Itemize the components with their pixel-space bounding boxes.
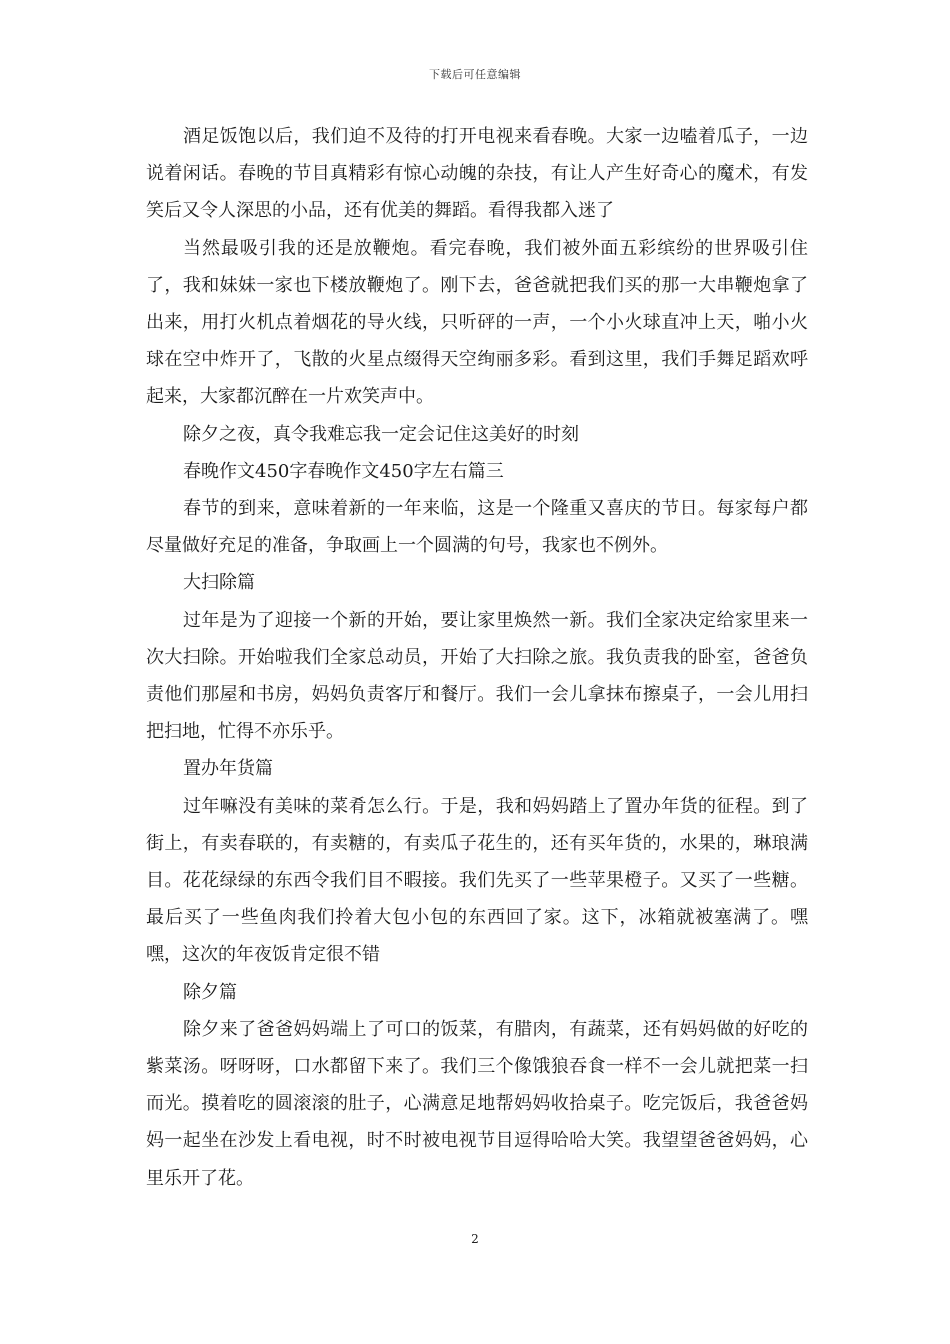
paragraph-new-years-eve-night: 除夕之夜，真令我难忘我一定会记住这美好的时刻 xyxy=(183,423,579,445)
page-header: 下载后可任意编辑 xyxy=(429,68,521,81)
essay-title-part-three: 春晚作文450字春晚作文450字左右篇三 xyxy=(183,460,504,482)
paragraph-new-years-eve: 除夕来了爸爸妈妈端上了可口的饭菜，有腊肉，有蔬菜，还有妈妈做的好吃的紫菜汤。呀呀呀，口水都留下来了。我们三个像饿狼吞食一样不一会儿就把菜一扫而光。摸着吃的圆滚滚的肚子，心满意足地帮妈妈收拾桌子。吃完饭后，我爸爸妈妈一起坐在沙发上看电视，时不时被电视节目逗得哈哈大笑。我望望爸爸妈妈，心里乐开了花。 xyxy=(146,1018,808,1189)
page-number: 2 xyxy=(471,1232,479,1246)
paragraph-spring-gala: 酒足饭饱以后，我们迫不及待的打开电视来看春晚。大家一边嗑着瓜子，一边说着闲话。春晚的节目真精彩有惊心动魄的杂技，有让人产生好奇心的魔术，有发笑后又令人深思的小品，还有优美的舞蹈。看得我都入迷了 xyxy=(146,126,808,222)
section-heading-new-years-eve: 除夕篇 xyxy=(183,981,237,1003)
paragraph-cleaning: 过年是为了迎接一个新的开始，要让家里焕然一新。我们全家决定给家里来一次大扫除。开始啦我们全家总动员，开始了大扫除之旅。我负责我的卧室，爸爸负责他们那屋和书房，妈妈负责客厅和餐厅。我们一会儿拿抹布擦桌子，一会儿用扫把扫地，忙得不亦乐乎。 xyxy=(146,609,808,743)
document-body xyxy=(146,118,808,1197)
paragraph-spring-festival-intro: 春节的到来，意味着新的一年来临，这是一个隆重又喜庆的节日。每家每户都尽量做好充足的准备，争取画上一个圆满的句号，我家也不例外。 xyxy=(146,498,808,557)
paragraph-shopping: 过年嘛没有美味的菜肴怎么行。于是，我和妈妈踏上了置办年货的征程。到了街上，有卖春联的，有卖糖的，有卖瓜子花生的，还有买年货的，水果的，琳琅满目。花花绿绿的东西令我们目不暇接。我们先买了一些苹果橙子。又买了一些糖。最后买了一些鱼肉我们拎着大包小包的东西回了家。这下，冰箱就被塞满了。嘿嘿，这次的年夜饭肯定很不错 xyxy=(146,795,808,966)
section-heading-cleaning: 大扫除篇 xyxy=(183,572,255,594)
paragraph-firecrackers: 当然最吸引我的还是放鞭炮。看完春晚，我们被外面五彩缤纷的世界吸引住了，我和妹妹一家也下楼放鞭炮了。刚下去，爸爸就把我们买的那一大串鞭炮拿了出来，用打火机点着烟花的导火线，只听砰的一声，一个小火球直冲上天，啪小火球在空中炸开了，飞散的火星点缀得天空绚丽多彩。看到这里，我们手舞足蹈欢呼起来，大家都沉醉在一片欢笑声中。 xyxy=(146,237,808,408)
section-heading-shopping: 置办年货篇 xyxy=(183,758,273,780)
